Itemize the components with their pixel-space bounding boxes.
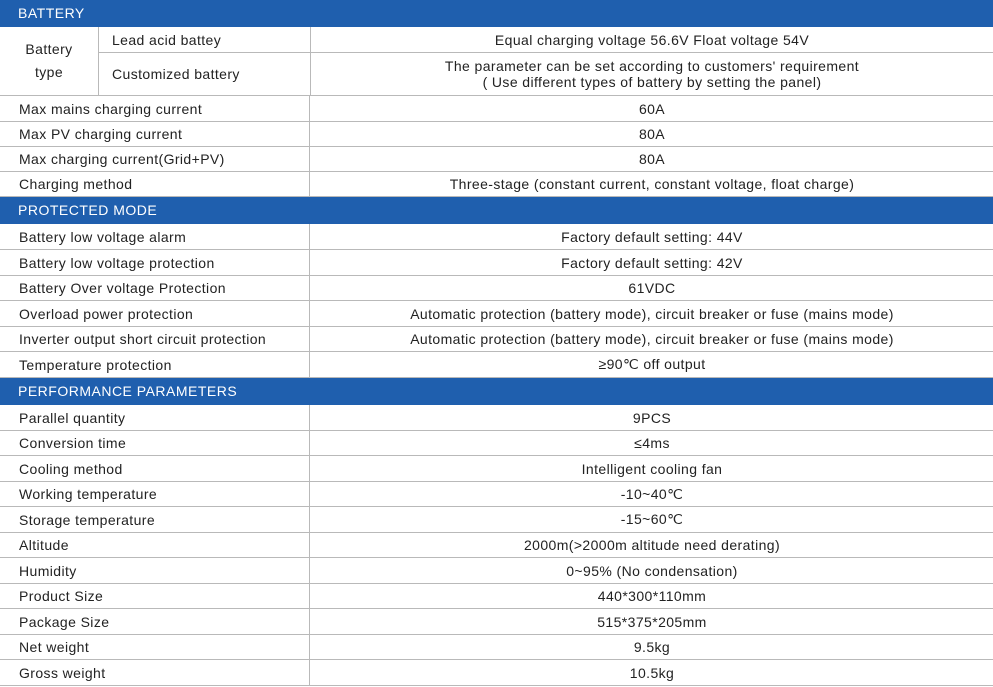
row-value: 9PCS — [632, 409, 672, 426]
table-row — [0, 96, 993, 122]
row-label: Customized battery — [99, 53, 311, 95]
row-value: 80A — [638, 126, 666, 142]
row-value-line2: ( Use different types of battery by setting the panel) — [482, 74, 822, 90]
battery-type-row — [99, 53, 993, 96]
row-label: Max charging current(Grid+PV) — [0, 147, 310, 171]
row-value: Three-stage (constant current, constant voltage, float charge) — [449, 176, 855, 192]
row-value-line1: The parameter can be set according to customers' requirement — [444, 58, 860, 74]
table-row — [0, 327, 993, 352]
row-label: Battery low voltage protection — [0, 250, 310, 275]
table-row — [0, 172, 993, 197]
row-value: ≥90℃ off output — [598, 356, 706, 372]
table-row — [0, 147, 993, 172]
row-label: Humidity — [0, 558, 310, 583]
section-header-battery: BATTERY — [0, 0, 993, 27]
row-value: ≤4ms — [634, 435, 670, 451]
table-row — [0, 352, 993, 378]
table-row — [0, 405, 993, 431]
table-row — [0, 122, 993, 147]
table-row — [0, 558, 993, 584]
row-label: Conversion time — [0, 431, 310, 455]
row-label: Lead acid battey — [99, 27, 311, 52]
row-label: Max mains charging current — [0, 96, 310, 121]
row-value: 0~95% (No condensation) — [566, 562, 738, 579]
table-row — [0, 456, 993, 482]
battery-type-label-line1: Battery — [25, 41, 73, 57]
row-value: 80A — [638, 151, 666, 167]
row-value: 60A — [638, 100, 666, 117]
row-label: Inverter output short circuit protection — [0, 327, 310, 351]
table-row — [0, 507, 993, 533]
row-value: Intelligent cooling fan — [581, 460, 723, 477]
table-row — [0, 635, 993, 660]
section-header-protected-mode: PROTECTED MODE — [0, 197, 993, 224]
table-row — [0, 250, 993, 276]
row-value: 10.5kg — [629, 664, 675, 681]
row-value: Factory default setting: 44V — [561, 228, 743, 245]
row-label: Temperature protection — [0, 352, 310, 377]
table-row — [0, 431, 993, 456]
row-label: Parallel quantity — [0, 405, 310, 430]
table-row — [0, 276, 993, 301]
battery-type-row — [99, 27, 993, 53]
row-value: 61VDC — [628, 280, 676, 296]
section-header-performance-parameters: PERFORMANCE PARAMETERS — [0, 378, 993, 405]
row-value: Equal charging voltage 56.6V Float voltage 54V — [494, 31, 810, 48]
row-label: Cooling method — [0, 456, 310, 481]
battery-type-label — [0, 27, 99, 96]
row-value: 440*300*110mm — [597, 588, 707, 604]
row-label: Battery Over voltage Protection — [0, 276, 310, 300]
table-row — [0, 660, 993, 686]
row-label: Altitude — [0, 533, 310, 557]
row-label: Max PV charging current — [0, 122, 310, 146]
row-label: Working temperature — [0, 482, 310, 506]
row-value: Automatic protection (battery mode), circuit breaker or fuse (mains mode) — [410, 305, 894, 322]
table-row — [0, 301, 993, 327]
table-row — [0, 224, 993, 250]
row-value: Automatic protection (battery mode), circuit breaker or fuse (mains mode) — [410, 331, 894, 347]
table-row — [0, 584, 993, 609]
row-label: Gross weight — [0, 660, 310, 685]
row-value — [311, 53, 993, 95]
table-row — [0, 482, 993, 507]
row-label: Storage temperature — [0, 507, 310, 532]
row-value: -15~60℃ — [620, 511, 684, 527]
row-value: 2000m(>2000m altitude need derating) — [523, 537, 781, 553]
row-label: Product Size — [0, 584, 310, 608]
row-value: Factory default setting: 42V — [561, 254, 743, 271]
row-label: Charging method — [0, 172, 310, 196]
row-value: -10~40℃ — [620, 485, 684, 502]
battery-type-group — [0, 27, 993, 96]
row-value: 9.5kg — [633, 639, 671, 655]
row-value: 515*375*205mm — [597, 613, 707, 630]
table-row — [0, 533, 993, 558]
row-label: Net weight — [0, 635, 310, 659]
row-label: Battery low voltage alarm — [0, 224, 310, 249]
row-label: Overload power protection — [0, 301, 310, 326]
battery-type-label-line2: type — [34, 64, 64, 80]
table-row — [0, 609, 993, 635]
row-label: Package Size — [0, 609, 310, 634]
